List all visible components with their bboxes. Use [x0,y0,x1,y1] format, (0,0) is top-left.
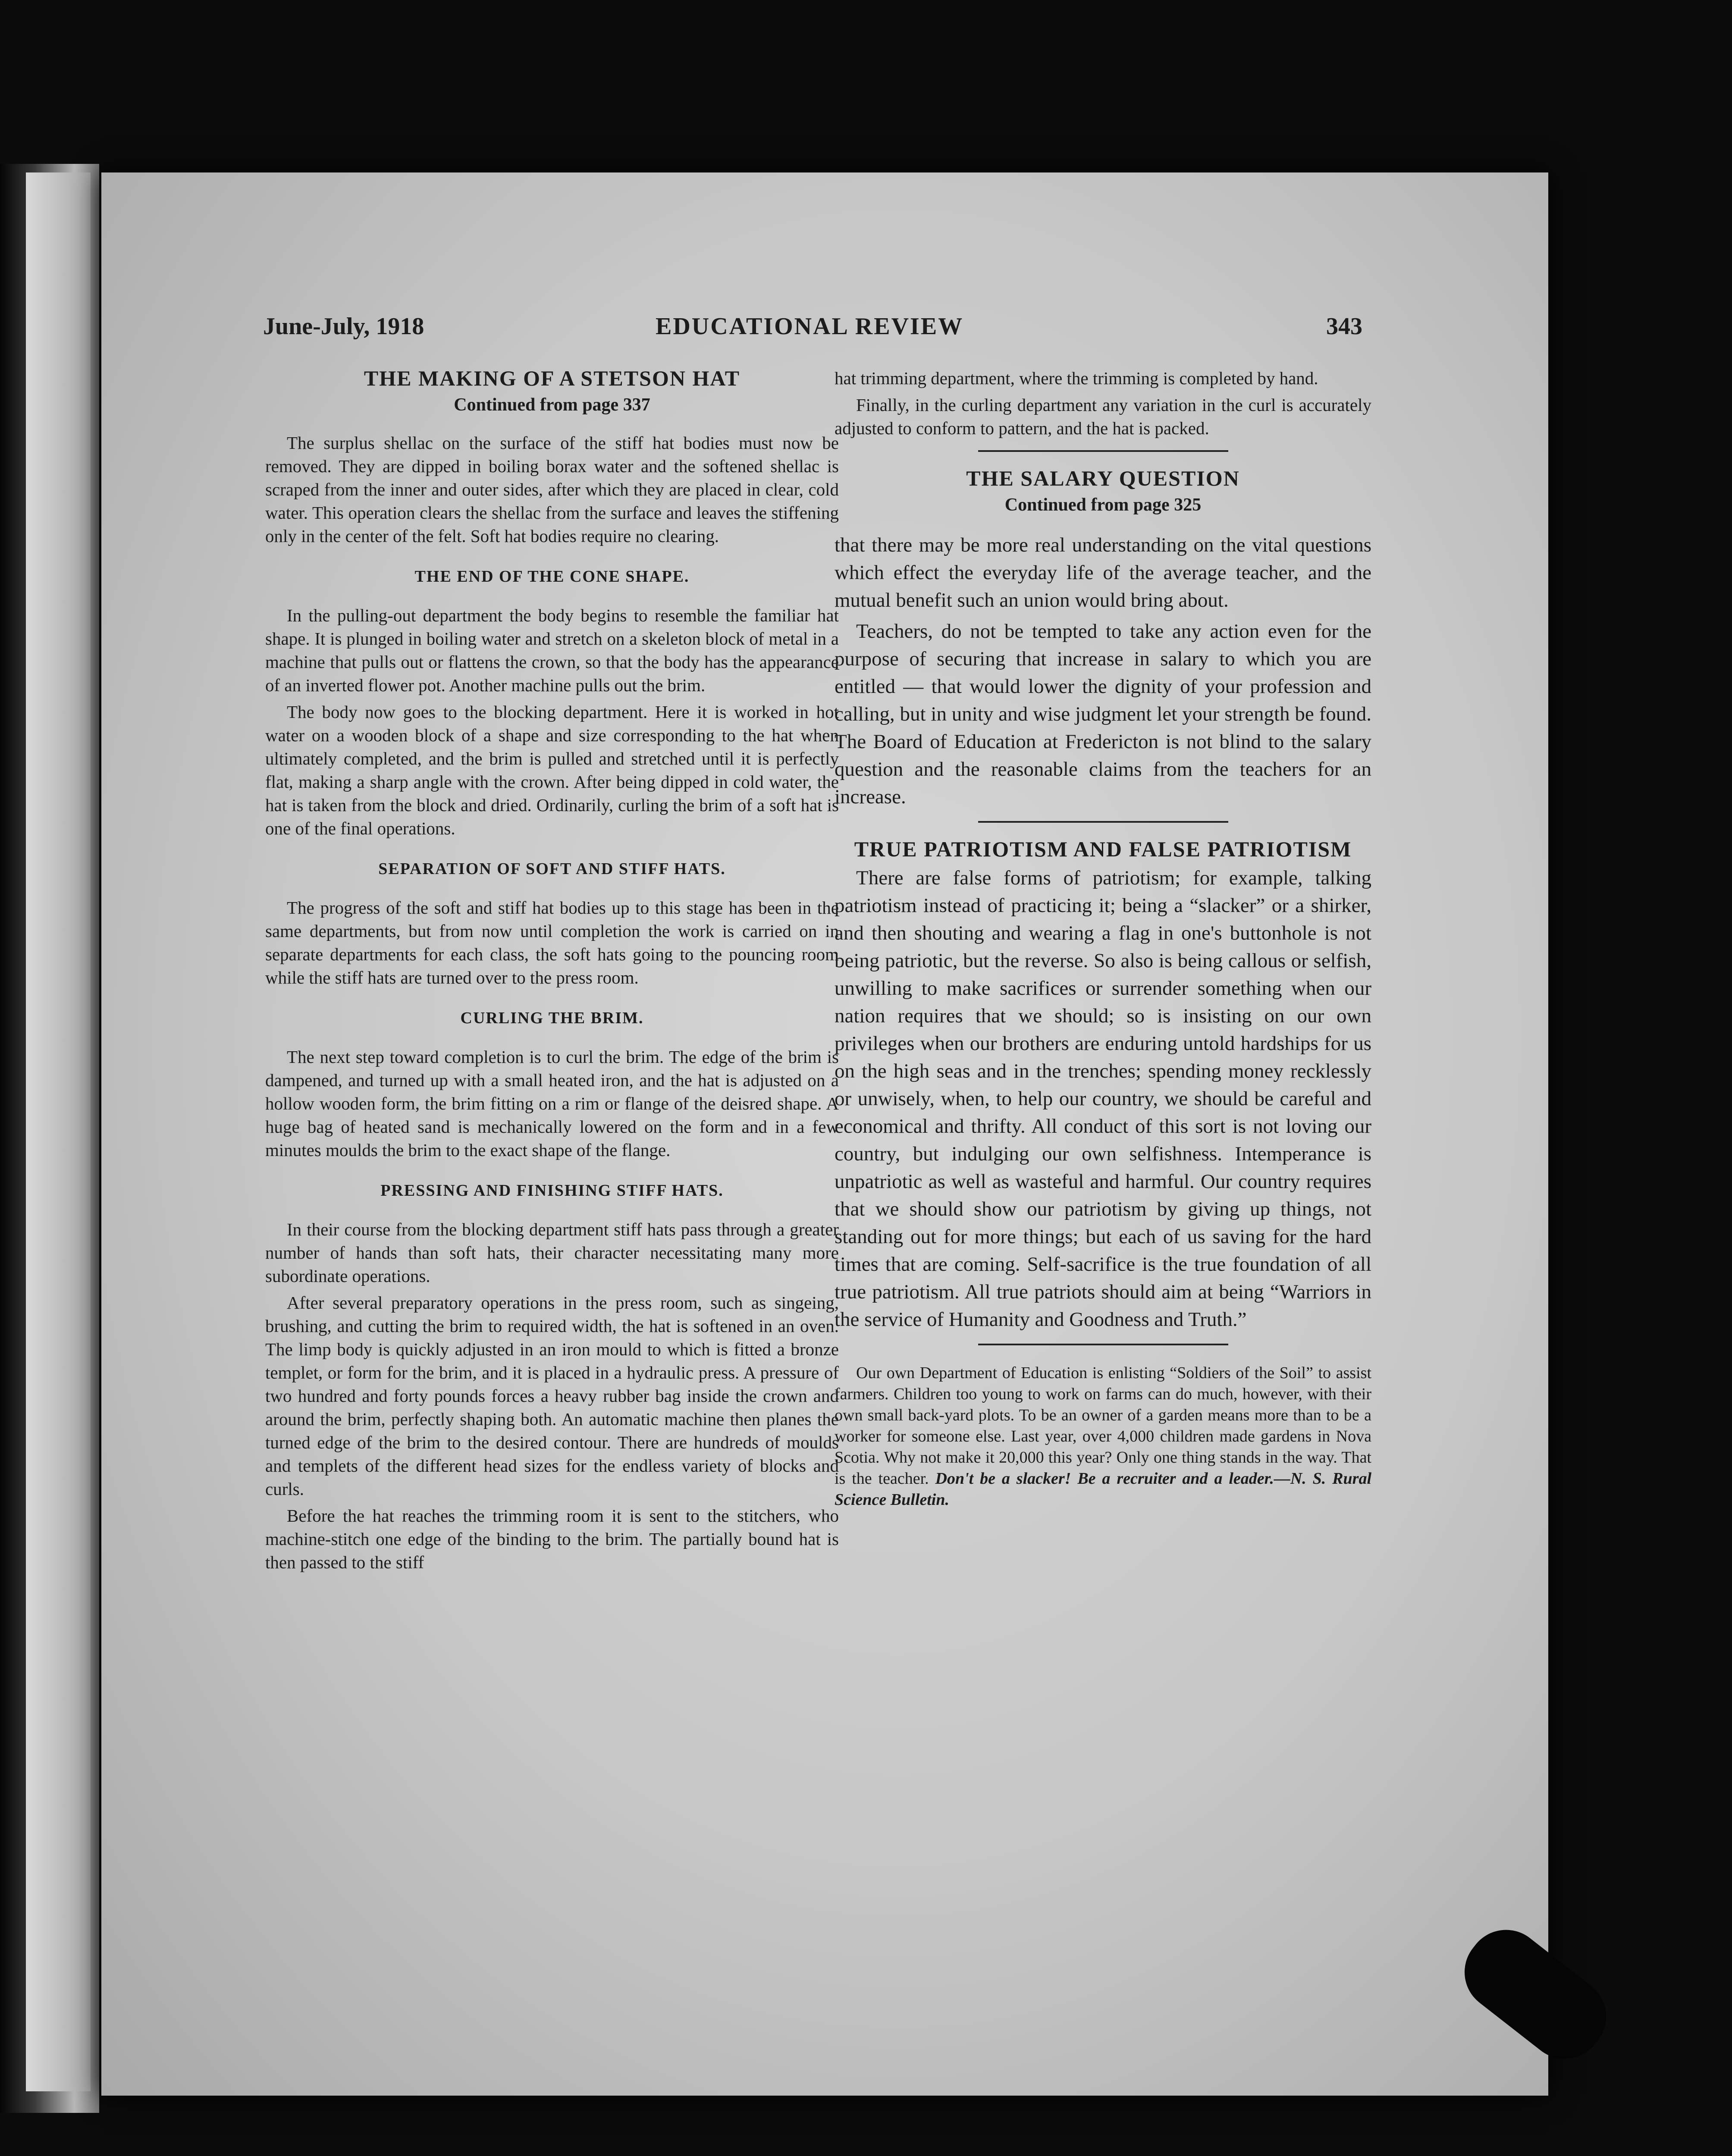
cone-paragraph-2: The body now goes to the blocking department. Here it is worked in hot water on a wooden block of a shape and size corresponding to the hat when ultimately completed, and the brim is pulled and stretched until it is perfectly flat, making a sharp angle with the crown. After being dipped in cold water, the hat is taken from the block and dried. Ordinarily, curling the brim of a soft hat is one of the final operations. [265,702,839,838]
pressing-paragraph-1: In their course from the blocking department stiff hats pass through a greater number of hands than soft hats, their character necessitating many more subordinate operations. [265,1219,839,1286]
section-divider [978,1344,1228,1345]
stetson-finally-paragraph: Finally, in the curling department any variation in the curl is accurately adjusted to conform to pattern, and the hat is packed. [835,395,1371,438]
stetson-continued-note: Continued from page 337 [454,395,650,415]
curling-heading: CURLING THE BRIM. [460,1009,644,1027]
right-column [835,367,1371,1514]
stetson-continuation: hat trimming department, where the trimming is completed by hand. [835,368,1318,388]
left-column [265,367,839,1577]
salary-paragraph-1: that there may be more real understanding on the vital questions which effect the everyday life of the average teacher, and the mutual benefit such an union would bring about. [835,534,1371,611]
page-number: 343 [1326,313,1362,340]
salary-continued-note: Continued from page 325 [1004,495,1202,515]
stetson-article-title: THE MAKING OF A STETSON HAT [364,366,740,390]
curling-paragraph: The next step toward completion is to curl the brim. The edge of the brim is dampened, and turned up with a small heated iron, and the hat is adjusted on a hollow wooden form, the brim fitting on a rim or flange of the deisred shape. A huge bag of heated sand is mechanically lowered on the form and in a few minutes moulds the brim to the exact shape of the flange. [265,1047,839,1160]
salary-paragraph-2: Teachers, do not be tempted to take any action even for the purpose of securing that increase in salary to which you are entitled — that would lower the dignity of your profession and calling, but in unity and wise judgment let your strength be found. The Board of Education at Fredericton is not blind to the salary question and the reasonable claims from the teachers for an increase. [835,620,1371,808]
facing-page-edge [26,172,91,2091]
salary-article-title: THE SALARY QUESTION [966,466,1240,490]
pressing-heading: PRESSING AND FINISHING STIFF HATS. [380,1181,724,1200]
cone-shape-heading: THE END OF THE CONE SHAPE. [414,567,690,586]
patriotism-paragraph: There are false forms of patriotism; for example, talking patriotism instead of practicing it; being a “slacker” or a shirker, and then shouting and wearing a flag in one's buttonhole is not being patriotic, but the reverse. So also is being callous or selfish, unwilling to make sacrifices or surrender something when our nation requires that we should; so is insisting on our own privileges when our brothers are enduring untold hardships for us on the high seas and in the trenches; spending money recklessly or unwisely, when, to help our country, we should be careful and economical and thrifty. All conduct of this sort is not loving our country, but indulging our own selfishness. Intemperance is unpatriotic as well as wasteful and harmful. Our country requires that we should show our patriotism by giving up things, not standing out for more things; but each of us saving for the hard times that are coming. Self-sacrifice is the true foundation of all true patriotism. All true patriots should aim at being “Warriors in the service of Humanity and Goodness and Truth.” [835,867,1371,1331]
section-divider [978,450,1228,452]
section-divider [978,821,1228,823]
journal-title: EDUCATIONAL REVIEW [656,313,964,340]
soldiers-note-text: Our own Department of Education is enlisting “Soldiers of the Soil” to assist farmers. Children too young to work on farms can do much, however, with their own small back-yard plots. To be an owner of a garden means more than to be a worker for someone else. Last year, over 4,000 children made gardens in Nova Scotia. Why not make it 20,000 this year? Only one thing stands in the way. That is the teacher. [835,1364,1371,1488]
soldiers-of-the-soil-note [835,1363,1371,1510]
separation-heading: SEPARATION OF SOFT AND STIFF HATS. [378,860,726,878]
cone-paragraph-1: In the pulling-out department the body begins to resemble the familiar hat shape. It is plunged in boiling water and stretch on a skeleton block of metal in a machine that pulls out or flattens the crown, so that the body has the appearance of an inverted flower pot. Another machine pulls out the brim. [265,605,839,695]
stetson-intro-paragraph: The surplus shellac on the surface of the stiff hat bodies must now be removed. They are dipped in boiling borax water and the softened shellac is scraped from the inner and outer sides, after which they are placed in clear, cold water. This operation clears the shellac from the surface and leaves the stiffening only in the center of the felt. Soft hat bodies require no clearing. [265,433,839,546]
soldiers-note-closing: Don't be a slacker! Be a recruiter and a leader.—N. S. Rural Science Bulletin. [835,1470,1372,1509]
pressing-paragraph-2: After several preparatory operations in the press room, such as singeing, brushing, and cutting the brim to required width, the hat is softened in an oven. The limp body is quickly adjusted in an iron mould to which is fitted a bronze templet, or form for the brim, and it is placed in a hydraulic press. A pressure of two hundred and forty pounds forces a heavy rubber bag inside the crown and around the brim, perfectly shaping both. An automatic machine then planes the turned edge of the brim to the desired contour. There are hundreds of moulds and templets of the different head sizes for the endless variety of blocks and curls. [265,1293,839,1499]
separation-paragraph: The progress of the soft and stiff hat bodies up to this stage has been in the same departments, but from now until completion the work is carried on in separate departments for each class, the soft hats going to the pouncing room while the stiff hats are turned over to the press room. [265,898,839,987]
issue-date: June-July, 1918 [263,313,424,340]
pressing-paragraph-3: Before the hat reaches the trimming room it is sent to the stitchers, who machine-stitch one edge of the binding to the brim. The partially bound hat is then passed to the stiff [265,1506,839,1572]
patriotism-article-title: TRUE PATRIOTISM AND FALSE PATRIOTISM [854,837,1352,861]
